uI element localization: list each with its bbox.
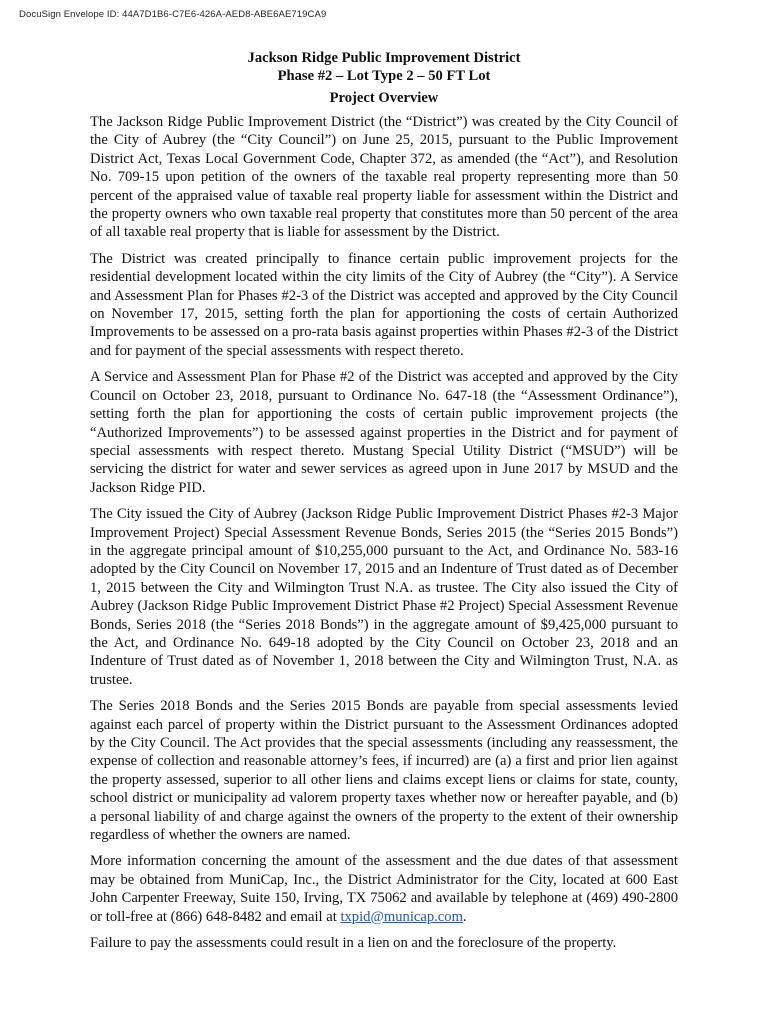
section-title: Project Overview: [329, 90, 439, 106]
document-subtitle: Phase #2 – Lot Type 2 – 50 FT Lot: [277, 68, 491, 84]
contact-end: .: [462, 908, 467, 925]
docusign-envelope-id: DocuSign Envelope ID: 44A7D1B6-C7E6-426A-AED8-ABE6AE719CA9: [19, 9, 327, 20]
document-title: Jackson Ridge Public Improvement District: [247, 50, 521, 66]
paragraph-district-creation: The Jackson Ridge Public Improvement District (the “District”) was created by the City Council of the City of Aubrey (the “City Council”) on June 25, 2015, pursuant to the Public Improvement District Act, Texas Local Government Code, Chapter 372, as amended (the “Act”), and Resolution No. 709-15 upon petition of the owners of the taxable real property representing more than 50 percent of the appraised value of taxable real property liable for assessment within the District and the property owners who own taxable real property that constitutes more than 50 percent of the area of all taxable real property that is liable for assessment by the District.: [90, 114, 678, 241]
contact-text: More information concerning the amount of the assessment and the due dates of that assessment may be obtained from MuniCap, Inc., the District Administrator for the City, located at 600 East John Carpenter Freeway, Suite 150, Irving, TX 75062 and available by telephone at (469) 490-2800 or toll-free at (866) 648-8482 and email at: [90, 853, 678, 925]
paragraph-failure-notice: Failure to pay the assessments could result in a lien on and the foreclosure of the property.: [90, 935, 617, 952]
paragraph-district-purpose: The District was created principally to finance certain public improvement projects for the residential development located within the city limits of the City of Aubrey (the “City”). A Service and Assessment Plan for Phases #2-3 of the District was accepted and approved by the City Council on November 17, 2015, setting forth the plan for apportioning the costs of certain Authorized Improvements to be assessed on a pro-rata basis against properties within Phases #2-3 of the District and for payment of the special assessments with respect thereto.: [90, 250, 678, 359]
paragraph-bonds-issued: The City issued the City of Aubrey (Jackson Ridge Public Improvement District Phases #2-3 Major Improvement Project) Special Assessment Revenue Bonds, Series 2015 (the “Series 2015 Bonds”) in the aggregate principal amount of $10,255,000 pursuant to the Act, and Ordinance No. 583-16 adopted by the City Council on November 17, 2015 and an Indenture of Trust dated as of December 1, 2015 between the City and Wilmington Trust N.A. as trustee. The City also issued the City of Aubrey (Jackson Ridge Public Improvement District Phase #2 Project) Special Assessment Revenue Bonds, Series 2018 (the “Series 2018 Bonds”) in the aggregate amount of $9,425,000 pursuant to the Act, and Ordinance No. 649-18 adopted by the City Council on October 23, 2018 and an Indenture of Trust dated as of November 1, 2018 between the City and Wilmington Trust, N.A. as trustee.: [90, 506, 678, 688]
document-body: [90, 49, 678, 960]
paragraph-assessment-plan: A Service and Assessment Plan for Phase #2 of the District was accepted and approved by the City Council on October 23, 2018, pursuant to Ordinance No. 647-18 (the “Assessment Ordinance”), setting forth the plan for apportioning the costs of certain public improvement projects (the “Authorized Improvements”) to be assessed against properties in the District and for payment of special assessments with respect thereto. Mustang Special Utility District (“MSUD”) will be servicing the district for water and sewer services as agreed upon in June 2017 by MSUD and the Jackson Ridge PID.: [90, 369, 678, 496]
paragraph-bond-payment: The Series 2018 Bonds and the Series 2015 Bonds are payable from special assessments levied against each parcel of property within the District pursuant to the Assessment Ordinances adopted by the City Council. The Act provides that the special assessments (including any reassessment, the expense of collection and reasonable attorney’s fees, if incurred) are (a) a first and prior lien against the property assessed, superior to all other liens and claims except liens or claims for state, county, school district or municipality ad valorem property taxes whether now or hereafter payable, and (b) a personal liability of and charge against the owners of the property to the extent of their ownership regardless of whether the owners are named.: [90, 698, 678, 844]
email-link[interactable]: txpid@municap.com: [340, 908, 463, 925]
paragraph-contact-info: [90, 852, 678, 926]
